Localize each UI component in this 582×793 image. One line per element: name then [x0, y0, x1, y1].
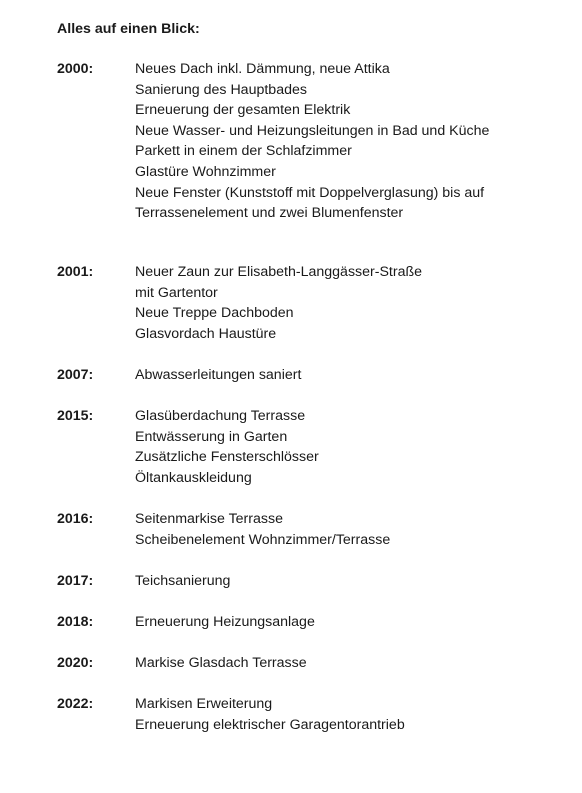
entry-2018 [57, 612, 557, 633]
entry-item: Glastüre Wohnzimmer [135, 163, 276, 180]
entry-item: Scheibenelement Wohnzimmer/Terrasse [135, 531, 391, 548]
spacer [57, 632, 557, 653]
entry-item: Entwässerung in Garten [135, 428, 288, 445]
entry-item: Neues Dach inkl. Dämmung, neue Attika [135, 61, 390, 77]
entry-year: 2007: [57, 367, 94, 384]
entry-item: Neue Wasser- und Heizungsleitungen in Bad und Küche [135, 122, 490, 139]
entry-item: Zusätzliche Fensterschlösser [135, 449, 319, 466]
spacer [57, 674, 557, 695]
entry-items [135, 262, 422, 344]
entry-year: 2017: [57, 572, 94, 589]
entry-item: Glasüberdachung Terrasse [135, 408, 306, 425]
spacer [57, 591, 557, 612]
entry-items [135, 509, 390, 550]
entry-item: Glasvordach Haustüre [135, 326, 277, 343]
entry-items [135, 59, 489, 224]
entry-item: Seitenmarkise Terrasse [135, 511, 283, 528]
entry-2022 [57, 694, 557, 735]
entry-item: Markise Glasdach Terrasse [135, 654, 307, 671]
entry-2020 [57, 653, 557, 674]
entry-year: 2015: [57, 408, 94, 425]
entry-year: 2001: [57, 264, 94, 281]
entry-2001 [57, 262, 557, 344]
entry-item: Neue Treppe Dachboden [135, 305, 294, 322]
entry-item: Öltankauskleidung [135, 470, 252, 486]
entry-2015 [57, 406, 557, 488]
page-heading: Alles auf einen Blick: [57, 21, 200, 37]
entry-2000 [57, 59, 557, 224]
spacer [57, 224, 557, 263]
entry-item: Markisen Erweiterung [135, 696, 273, 713]
entry-item: Erneuerung der gesamten Elektrik [135, 102, 351, 119]
renovation-list [57, 59, 557, 735]
entry-2007 [57, 365, 557, 386]
entry-item: mit Gartentor [135, 284, 218, 301]
entry-items [135, 653, 307, 674]
spacer [57, 386, 557, 407]
entry-items [135, 365, 301, 386]
spacer [57, 489, 557, 510]
entry-items [135, 406, 319, 488]
entry-2017 [57, 571, 557, 592]
entry-item: Neuer Zaun zur Elisabeth-Langgässer-Straße [135, 264, 423, 281]
entry-2016 [57, 509, 557, 550]
entry-item: Sanierung des Hauptbades [135, 81, 307, 98]
entry-year: 2000: [57, 61, 94, 77]
entry-item: Parkett in einem der Schlafzimmer [135, 143, 352, 160]
entry-year: 2020: [57, 654, 94, 671]
entry-year: 2016: [57, 511, 94, 528]
entry-year: 2022: [57, 696, 94, 713]
entry-item: Neue Fenster (Kunststoff mit Doppelverglasung) bis auf [135, 184, 485, 201]
spacer [57, 550, 557, 571]
entry-items [135, 612, 315, 633]
entry-item: Abwasserleitungen saniert [135, 367, 302, 384]
entry-items [135, 694, 405, 735]
spacer [57, 345, 557, 366]
entry-items [135, 571, 230, 592]
entry-item: Teichsanierung [135, 572, 231, 589]
entry-year: 2018: [57, 613, 94, 630]
entry-item: Erneuerung Heizungsanlage [135, 613, 315, 630]
entry-item: Erneuerung elektrischer Garagentorantrieb [135, 716, 405, 733]
entry-item: Terrassenelement und zwei Blumenfenster [135, 205, 404, 222]
